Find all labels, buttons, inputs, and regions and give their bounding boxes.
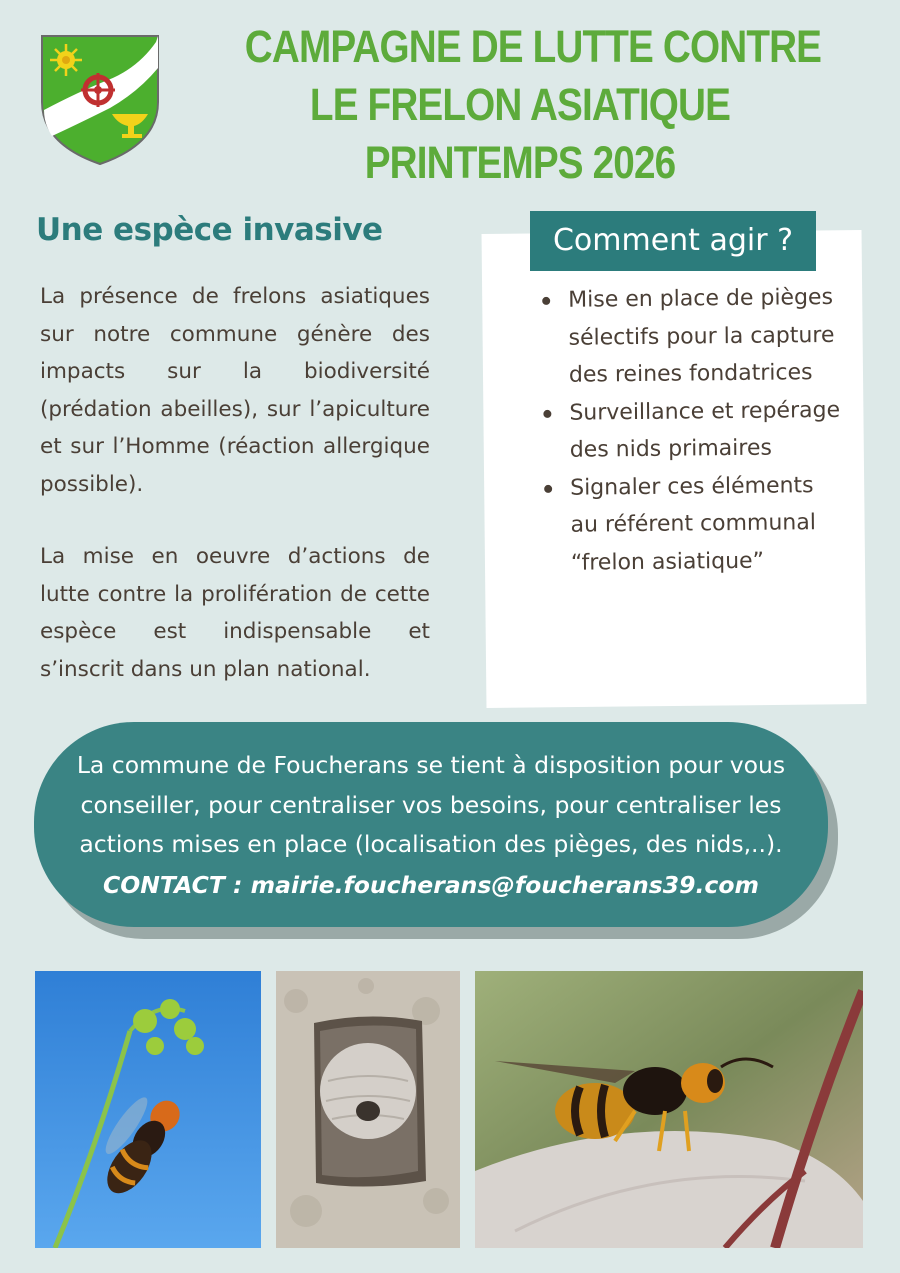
- actions-heading: Comment agir ?: [530, 211, 816, 271]
- hornet-on-leaf-photo: [475, 971, 863, 1248]
- hornet-on-flower-photo: [35, 971, 261, 1248]
- banner-text: La commune de Foucherans se tient à disposition pour vous conseiller, pour centraliser vos besoins, pour centraliser les actions mises en place (localisation des pièges, des nids,..).: [76, 751, 786, 858]
- municipal-crest-icon: [38, 32, 162, 166]
- list-item: Surveillance et repérage des nids primaires: [541, 391, 842, 469]
- title-line-2: LE FRELON ASIATIQUE: [309, 79, 731, 130]
- page-title: [244, 18, 822, 192]
- actions-list: [540, 279, 843, 582]
- contact-banner: [34, 722, 828, 927]
- list-item: Mise en place de pièges sélectifs pour la capture des reines fondatrices: [540, 279, 841, 395]
- hornet-nest-photo: [276, 971, 460, 1248]
- list-item: Signaler ces éléments au référent communal “frelon asiatique”: [542, 466, 843, 582]
- impact-paragraph: La présence de frelons asiatiques sur notre commune génère des impacts sur la biodiversité (prédation abeilles), sur l’apiculture et sur l’Homme (réaction allergique possible).: [40, 284, 430, 497]
- title-line-3: PRINTEMPS 2026: [364, 137, 676, 188]
- title-line-1: CAMPAGNE DE LUTTE CONTRE: [244, 21, 822, 72]
- action-plan-paragraph: La mise en oeuvre d’actions de lutte contre la prolifération de cette espèce est indispensable et s’inscrit dans un plan national.: [40, 544, 430, 682]
- contact-email[interactable]: CONTACT : mairie.foucherans@foucherans39.com: [103, 870, 759, 899]
- invasive-species-heading: Une espèce invasive: [36, 212, 383, 248]
